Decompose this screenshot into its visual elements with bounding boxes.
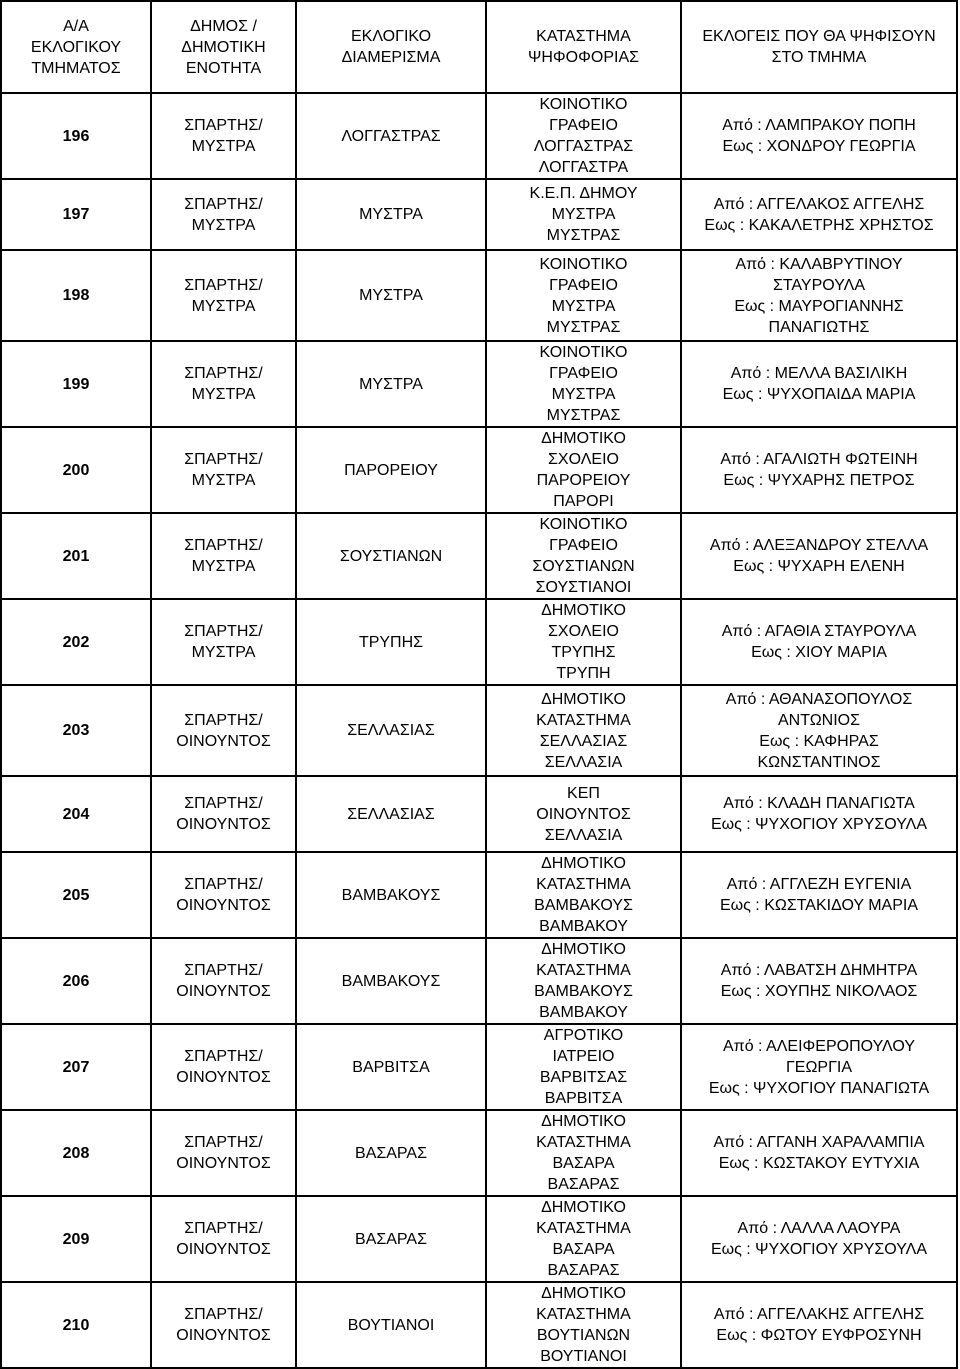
cell-line: Από : ΚΑΛΑΒΡΥΤΙΝΟΥ: [735, 255, 903, 273]
cell-line: ΣΕΛΛΑΣΙΑΣ: [347, 805, 435, 823]
cell-line: ΟΙΝΟΥΝΤΟΣ: [176, 1241, 271, 1258]
cell-line: ΣΠΑΡΤΗΣ/: [184, 1048, 263, 1065]
table-row: [1, 852, 957, 938]
section-number-cell: [1, 1282, 151, 1368]
section-number-cell: [1, 938, 151, 1024]
cell-line: Από : ΑΓΓΕΛΑΚΟΣ ΑΓΓΕΛΗΣ: [713, 195, 925, 213]
cell-line: ΣΠΑΡΤΗΣ/: [184, 537, 263, 554]
cell-line: ΣΕΛΛΑΣΙΑ: [544, 826, 623, 844]
cell-line: ΚΩΝΣΤΑΝΤΙΝΟΣ: [757, 753, 881, 771]
table-row: [1, 513, 957, 599]
cell-line: ΜΥΣΤΡΑ: [191, 558, 256, 575]
cell-line: ΣΠΑΡΤΗΣ/: [184, 195, 263, 213]
cell-line: ΓΕΩΡΓΙΑ: [785, 1058, 853, 1076]
polling-store-cell: [486, 1196, 681, 1282]
voters-range-cell: [681, 685, 957, 776]
cell-line: ΚΟΙΝΟΤΙΚΟ: [539, 96, 628, 113]
voters-range-cell: [681, 852, 957, 938]
cell-line: Από : ΑΓΓΛΕΖΗ ΕΥΓΕΝΙΑ: [726, 876, 912, 893]
cell-line: ΓΡΑΦΕΙΟ: [549, 365, 618, 382]
polling-store-cell: [486, 1024, 681, 1110]
cell-line: ΒΑΜΒΑΚΟΥ: [539, 918, 628, 935]
municipality-cell: [151, 427, 296, 513]
cell-line: ΤΡΥΠΗ: [556, 665, 611, 682]
district-cell: [296, 513, 486, 599]
table-row: [1, 427, 957, 513]
table-row: [1, 1110, 957, 1196]
cell-line: Από : ΜΕΛΛΑ ΒΑΣΙΛΙΚΗ: [730, 365, 908, 382]
cell-line: ΣΠΑΡΤΗΣ/: [184, 117, 263, 134]
cell-line: ΤΡΥΠΗΣ: [358, 633, 424, 651]
cell-line: Εως : ΚΩΣΤΑΚΟΥ ΕΥΤΥΧΙΑ: [718, 1155, 920, 1172]
cell-line: ΒΟΥΤΙΑΝΩΝ: [536, 1327, 631, 1344]
cell-line: Από : ΑΓΓΑΝΗ ΧΑΡΑΛΑΜΠΙΑ: [713, 1134, 925, 1151]
voters-range-cell: [681, 179, 957, 250]
cell-line: ΣΟΥΣΤΙΑΝΩΝ: [532, 558, 635, 575]
voters-range-cell: [681, 427, 957, 513]
table-row: [1, 341, 957, 427]
cell-line: Από : ΑΛΕΞΑΝΔΡΟΥ ΣΤΕΛΛΑ: [709, 537, 929, 554]
section-number-cell: [1, 93, 151, 179]
voters-range-cell: [681, 513, 957, 599]
cell-line: ΑΝΤΩΝΙΟΣ: [777, 711, 860, 729]
cell-line: Από : ΑΛΕΙΦΕΡΟΠΟΥΛΟΥ: [722, 1037, 915, 1055]
header-polling-store: ΚΑΤΑΣΤΗΜΑ ΨΗΦΟΦΟΡΙΑΣ: [486, 1, 681, 93]
section-number-cell: [1, 427, 151, 513]
cell-line: Εως : ΜΑΥΡΟΓΙΑΝΝΗΣ: [734, 297, 904, 315]
voters-range-cell: [681, 1282, 957, 1368]
section-number-cell: [1, 513, 151, 599]
polling-store-cell: [486, 938, 681, 1024]
cell-line: Από : ΑΓΑΛΙΩΤΗ ΦΩΤΕΙΝΗ: [720, 451, 918, 468]
district-cell: [296, 852, 486, 938]
cell-line: 206: [62, 972, 90, 990]
cell-line: Εως : ΨΥΧΟΓΙΟΥ ΧΡΥΣΟΥΛΑ: [710, 816, 928, 833]
municipality-cell: [151, 1196, 296, 1282]
polling-store-cell: [486, 685, 681, 776]
cell-line: Εως : ΚΩΣΤΑΚΙΔΟΥ ΜΑΡΙΑ: [719, 897, 918, 914]
cell-line: ΜΥΣΤΡΑ: [191, 644, 256, 661]
section-number-cell: [1, 685, 151, 776]
cell-line: Από : ΑΘΑΝΑΣΟΠΟΥΛΟΣ: [725, 690, 913, 708]
cell-line: Εως : ΧΟΝΔΡΟΥ ΓΕΩΡΓΙΑ: [722, 138, 916, 155]
district-cell: [296, 1024, 486, 1110]
cell-line: ΣΠΑΡΤΗΣ/: [184, 1134, 263, 1151]
cell-line: 201: [62, 547, 90, 565]
district-cell: [296, 1110, 486, 1196]
cell-line: ΟΙΝΟΥΝΤΟΣ: [176, 897, 271, 914]
table-row: [1, 1282, 957, 1368]
section-number-cell: [1, 852, 151, 938]
cell-line: ΣΠΑΡΤΗΣ/: [184, 962, 263, 979]
cell-line: ΒΟΥΤΙΑΝΟΙ: [347, 1316, 435, 1334]
header-row: [1, 1, 957, 93]
cell-line: ΠΑΝΑΓΙΩΤΗΣ: [768, 318, 870, 336]
cell-line: 196: [62, 127, 90, 145]
polling-store-cell: [486, 250, 681, 341]
district-cell: [296, 427, 486, 513]
cell-line: ΙΑΤΡΕΙΟ: [552, 1048, 615, 1065]
cell-line: ΜΥΣΤΡΑ: [551, 297, 616, 315]
cell-line: ΣΠΑΡΤΗΣ/: [184, 276, 263, 294]
district-cell: [296, 1196, 486, 1282]
cell-line: ΣΕΛΛΑΣΙΑΣ: [539, 732, 628, 750]
municipality-cell: [151, 513, 296, 599]
cell-line: 208: [62, 1144, 90, 1162]
cell-line: Εως : ΚΑΦΗΡΑΣ: [759, 732, 879, 750]
cell-line: ΔΗΜΟΤΙΚΟ: [541, 1113, 626, 1130]
cell-line: ΠΑΡΟΡΕΙΟΥ: [344, 461, 438, 479]
cell-line: ΚΑΤΑΣΤΗΜΑ: [536, 1134, 631, 1151]
table-row: [1, 93, 957, 179]
cell-line: ΣΠΑΡΤΗΣ/: [184, 451, 263, 468]
cell-line: ΣΟΥΣΤΙΑΝΟΙ: [535, 579, 632, 596]
section-number-cell: [1, 1024, 151, 1110]
cell-line: ΜΥΣΤΡΑ: [191, 138, 256, 155]
cell-line: ΔΗΜΟΤΙΚΟ: [541, 941, 626, 958]
cell-line: ΟΙΝΟΥΝΤΟΣ: [176, 1327, 271, 1344]
cell-line: ΜΥΣΤΡΑ: [191, 297, 256, 315]
cell-line: ΚΑΤΑΣΤΗΜΑ: [536, 962, 631, 979]
cell-line: Από : ΛΑΒΑΤΣΗ ΔΗΜΗΤΡΑ: [720, 962, 918, 979]
cell-line: ΤΡΥΠΗΣ: [551, 644, 616, 661]
table-row: [1, 1024, 957, 1110]
section-number-cell: [1, 599, 151, 685]
voters-range-cell: [681, 250, 957, 341]
cell-line: Εως : ΚΑΚΑΛΕΤΡΗΣ ΧΡΗΣΤΟΣ: [704, 216, 934, 234]
cell-line: ΚΕΠ: [567, 784, 600, 802]
table-row: [1, 1196, 957, 1282]
polling-store-cell: [486, 852, 681, 938]
cell-line: Εως : ΨΥΧΑΡΗΣ ΠΕΤΡΟΣ: [723, 472, 915, 489]
cell-line: ΣΕΛΛΑΣΙΑΣ: [347, 722, 435, 739]
cell-line: ΜΥΣΤΡΑ: [191, 216, 256, 234]
district-cell: [296, 93, 486, 179]
section-number-cell: [1, 1196, 151, 1282]
cell-line: ΜΥΣΤΡΑ: [191, 386, 256, 403]
municipality-cell: [151, 938, 296, 1024]
cell-line: ΚΑΤΑΣΤΗΜΑ: [536, 1306, 631, 1323]
cell-line: 204: [62, 805, 90, 823]
cell-line: ΒΑΜΒΑΚΟΥΣ: [341, 972, 441, 990]
section-number-cell: [1, 341, 151, 427]
cell-line: ΔΗΜΟΤΙΚΟ: [541, 1199, 626, 1216]
cell-line: ΔΗΜΟΤΙΚΟ: [541, 430, 626, 447]
cell-line: ΠΑΡΟΡΙ: [553, 493, 614, 510]
cell-line: ΓΡΑΦΕΙΟ: [549, 276, 618, 294]
voters-range-cell: [681, 341, 957, 427]
cell-line: ΔΗΜΟΤΙΚΟ: [541, 1285, 626, 1302]
cell-line: ΜΥΣΤΡΑ: [359, 206, 423, 223]
voters-range-cell: [681, 93, 957, 179]
district-cell: [296, 1282, 486, 1368]
voters-range-cell: [681, 1110, 957, 1196]
cell-line: ΟΙΝΟΥΝΤΟΣ: [176, 1069, 271, 1086]
table-row: [1, 599, 957, 685]
district-cell: [296, 599, 486, 685]
cell-line: ΜΥΣΤΡΑΣ: [546, 407, 621, 424]
cell-line: 203: [62, 722, 90, 739]
cell-line: 199: [62, 375, 90, 393]
municipality-cell: [151, 341, 296, 427]
voters-range-cell: [681, 938, 957, 1024]
cell-line: ΣΕΛΛΑΣΙΑ: [544, 753, 623, 771]
cell-line: 202: [62, 633, 90, 651]
cell-line: ΛΟΓΓΑΣΤΡΑΣ: [533, 138, 634, 155]
municipality-cell: [151, 685, 296, 776]
cell-line: ΜΥΣΤΡΑΣ: [546, 227, 621, 244]
cell-line: ΒΑΣΑΡΑ: [552, 1155, 615, 1172]
cell-line: ΜΥΣΤΡΑ: [551, 386, 616, 403]
cell-line: ΣΠΑΡΤΗΣ/: [184, 795, 263, 812]
cell-line: ΓΡΑΦΕΙΟ: [549, 537, 618, 554]
cell-line: Εως : ΦΩΤΟΥ ΕΥΦΡΟΣΥΝΗ: [716, 1327, 922, 1344]
cell-line: 200: [62, 461, 90, 479]
cell-line: Εως : ΧΙΟΥ ΜΑΡΙΑ: [751, 644, 887, 661]
cell-line: ΒΑΣΑΡΑΣ: [547, 1176, 620, 1193]
section-number-cell: [1, 179, 151, 250]
cell-line: ΑΓΡΟΤΙΚΟ: [543, 1027, 624, 1044]
cell-line: ΒΑΜΒΑΚΟΥΣ: [341, 886, 441, 904]
cell-line: ΚΑΤΑΣΤΗΜΑ: [536, 876, 631, 893]
cell-line: ΣΠΑΡΤΗΣ/: [184, 711, 263, 729]
header-section-number: Α/Α ΕΚΛΟΓΙΚΟΥ ΤΜΗΜΑΤΟΣ: [1, 1, 151, 93]
cell-line: Εως : ΨΥΧΟΓΙΟΥ ΠΑΝΑΓΙΩΤΑ: [708, 1079, 930, 1097]
district-cell: [296, 938, 486, 1024]
cell-line: ΚΑΤΑΣΤΗΜΑ: [536, 711, 631, 729]
polling-store-cell: [486, 1110, 681, 1196]
cell-line: ΣΠΑΡΤΗΣ/: [184, 1220, 263, 1237]
voters-range-cell: [681, 1196, 957, 1282]
polling-store-cell: [486, 427, 681, 513]
municipality-cell: [151, 1282, 296, 1368]
cell-line: ΒΑΡΒΙΤΣΑ: [544, 1090, 623, 1107]
cell-line: ΒΑΡΒΙΤΣΑΣ: [539, 1069, 628, 1086]
cell-line: Εως : ΨΥΧΑΡΗ ΕΛΕΝΗ: [733, 558, 905, 575]
cell-line: ΟΙΝΟΥΝΤΟΣ: [176, 816, 271, 833]
table-row: [1, 685, 957, 776]
cell-line: ΜΥΣΤΡΑ: [191, 472, 256, 489]
polling-store-cell: [486, 179, 681, 250]
polling-store-cell: [486, 513, 681, 599]
cell-line: Εως : ΨΥΧΟΠΑΙΔΑ ΜΑΡΙΑ: [722, 386, 916, 403]
cell-line: ΜΥΣΤΡΑ: [551, 206, 616, 223]
municipality-cell: [151, 1110, 296, 1196]
cell-line: ΟΙΝΟΥΝΤΟΣ: [176, 732, 271, 750]
polling-store-cell: [486, 776, 681, 852]
cell-line: ΒΑΜΒΑΚΟΥΣ: [534, 897, 633, 914]
cell-line: ΣΠΑΡΤΗΣ/: [184, 876, 263, 893]
cell-line: ΣΠΑΡΤΗΣ/: [184, 1306, 263, 1323]
polling-store-cell: [486, 599, 681, 685]
cell-line: ΠΑΡΟΡΕΙΟΥ: [536, 472, 631, 489]
district-cell: [296, 341, 486, 427]
cell-line: ΜΥΣΤΡΑ: [359, 287, 423, 304]
cell-line: 197: [62, 206, 90, 223]
district-cell: [296, 250, 486, 341]
section-number-cell: [1, 776, 151, 852]
cell-line: ΣΠΑΡΤΗΣ/: [184, 365, 263, 382]
section-number-cell: [1, 1110, 151, 1196]
cell-line: ΟΙΝΟΥΝΤΟΣ: [176, 1155, 271, 1172]
cell-line: ΜΥΣΤΡΑ: [359, 375, 423, 393]
municipality-cell: [151, 179, 296, 250]
polling-store-cell: [486, 93, 681, 179]
district-cell: [296, 776, 486, 852]
voters-range-cell: [681, 1024, 957, 1110]
cell-line: ΒΑΜΒΑΚΟΥ: [539, 1004, 628, 1021]
cell-line: ΛΟΓΓΑΣΤΡΑΣ: [341, 127, 441, 145]
table-row: [1, 776, 957, 852]
cell-line: 209: [62, 1230, 90, 1248]
cell-line: Από : ΚΛΑΔΗ ΠΑΝΑΓΙΩΤΑ: [723, 795, 915, 812]
cell-line: ΒΑΣΑΡΑΣ: [355, 1144, 427, 1162]
district-cell: [296, 685, 486, 776]
cell-line: Από : ΑΓΑΘΙΑ ΣΤΑΥΡΟΥΛΑ: [721, 623, 917, 640]
cell-line: ΓΡΑΦΕΙΟ: [549, 117, 618, 134]
table-row: [1, 179, 957, 250]
cell-line: ΚΟΙΝΟΤΙΚΟ: [539, 516, 628, 533]
table-row: [1, 250, 957, 341]
polling-store-cell: [486, 1282, 681, 1368]
voters-range-cell: [681, 599, 957, 685]
cell-line: ΔΗΜΟΤΙΚΟ: [541, 690, 626, 708]
cell-line: ΒΑΡΒΙΤΣΑ: [352, 1058, 430, 1076]
table-row: [1, 938, 957, 1024]
section-number-cell: [1, 250, 151, 341]
cell-line: ΒΟΥΤΙΑΝΟΙ: [540, 1348, 627, 1365]
cell-line: Από : ΛΑΛΛΑ ΛΑΟΥΡΑ: [737, 1220, 901, 1237]
municipality-cell: [151, 599, 296, 685]
cell-line: ΔΗΜΟΤΙΚΟ: [541, 855, 626, 872]
municipality-cell: [151, 93, 296, 179]
cell-line: ΟΙΝΟΥΝΤΟΣ: [176, 983, 271, 1000]
cell-line: ΜΥΣΤΡΑΣ: [546, 318, 621, 336]
municipality-cell: [151, 776, 296, 852]
district-cell: [296, 179, 486, 250]
header-district: ΕΚΛΟΓΙΚΟ ΔΙΑΜΕΡΙΣΜΑ: [296, 1, 486, 93]
cell-line: ΚΑΤΑΣΤΗΜΑ: [536, 1220, 631, 1237]
cell-line: Εως : ΧΟΥΠΗΣ ΝΙΚΟΛΑΟΣ: [720, 983, 918, 1000]
polling-store-cell: [486, 341, 681, 427]
cell-line: 207: [62, 1058, 90, 1076]
cell-line: ΣΧΟΛΕΙΟ: [548, 451, 619, 468]
cell-line: ΒΑΣΑΡΑΣ: [355, 1230, 427, 1248]
cell-line: ΣΤΑΥΡΟΥΛΑ: [772, 276, 866, 294]
cell-line: Κ.Ε.Π. ΔΗΜΟΥ: [529, 185, 638, 202]
cell-line: ΚΟΙΝΟΤΙΚΟ: [539, 255, 628, 273]
cell-line: ΛΟΓΓΑΣΤΡΑ: [538, 159, 629, 176]
cell-line: ΚΟΙΝΟΤΙΚΟ: [539, 344, 628, 361]
cell-line: ΣΠΑΡΤΗΣ/: [184, 623, 263, 640]
municipality-cell: [151, 250, 296, 341]
cell-line: ΣΟΥΣΤΙΑΝΩΝ: [339, 547, 443, 565]
cell-line: ΒΑΜΒΑΚΟΥΣ: [534, 983, 633, 1000]
cell-line: 198: [62, 287, 90, 304]
cell-line: 205: [62, 886, 90, 904]
cell-line: ΣΧΟΛΕΙΟ: [548, 623, 619, 640]
cell-line: ΒΑΣΑΡΑ: [552, 1241, 615, 1258]
municipality-cell: [151, 1024, 296, 1110]
cell-line: Από : ΑΓΓΕΛΑΚΗΣ ΑΓΓΕΛΗΣ: [713, 1306, 925, 1323]
cell-line: Από : ΛΑΜΠΡΑΚΟΥ ΠΟΠΗ: [722, 117, 916, 134]
municipality-cell: [151, 852, 296, 938]
cell-line: Εως : ΨΥΧΟΓΙΟΥ ΧΡΥΣΟΥΛΑ: [710, 1241, 928, 1258]
cell-line: ΟΙΝΟΥΝΤΟΣ: [536, 805, 631, 823]
cell-line: 210: [62, 1316, 90, 1334]
voters-range-cell: [681, 776, 957, 852]
header-voters: ΕΚΛΟΓΕΙΣ ΠΟΥ ΘΑ ΨΗΦΙΣΟΥΝ ΣΤΟ ΤΜΗΜΑ: [681, 1, 957, 93]
cell-line: ΔΗΜΟΤΙΚΟ: [541, 602, 626, 619]
header-municipality: ΔΗΜΟΣ / ΔΗΜΟΤΙΚΗ ΕΝΟΤΗΤΑ: [151, 1, 296, 93]
cell-line: ΒΑΣΑΡΑΣ: [547, 1262, 620, 1279]
